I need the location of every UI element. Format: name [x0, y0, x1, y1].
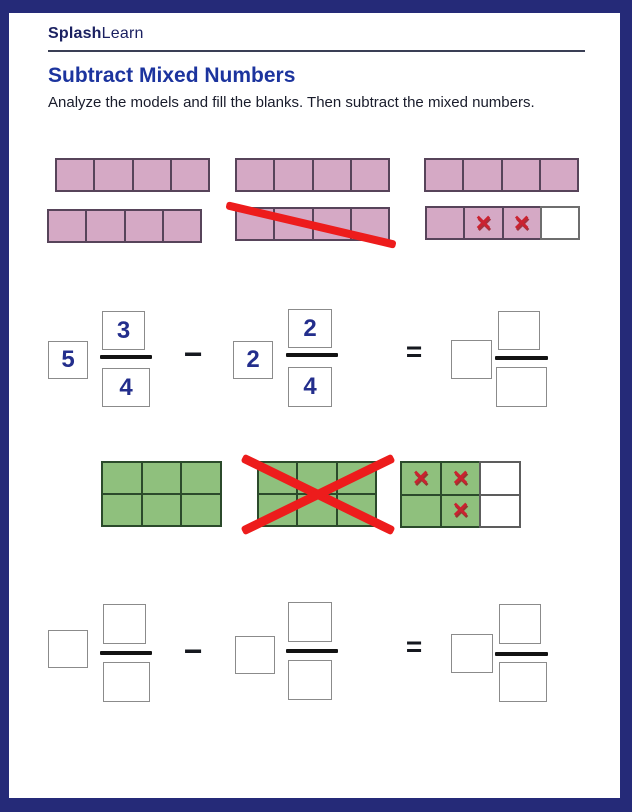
- model-cell-filled: [132, 158, 172, 192]
- answer-denominator-box[interactable]: [499, 662, 547, 702]
- model-cell-crossed: [440, 494, 482, 529]
- answer-numerator-box[interactable]: [498, 311, 540, 350]
- answer-whole-box[interactable]: [235, 636, 275, 674]
- cross-icon: ✕: [451, 466, 470, 490]
- model-cell-filled: [47, 209, 87, 243]
- model-cell-filled: [425, 206, 465, 240]
- fraction-line: [100, 355, 152, 359]
- model-cell-empty: [479, 494, 521, 529]
- fraction-line: [286, 353, 338, 357]
- model-cell-filled: [273, 158, 313, 192]
- model-cell-filled: [501, 158, 541, 192]
- model-cell-filled: [350, 158, 390, 192]
- model-cell-empty: [540, 206, 580, 240]
- fraction-strip-model: [424, 158, 579, 192]
- splashlearn-logo: [48, 25, 144, 43]
- model-cell-filled: [101, 493, 143, 527]
- cross-icon: ✕: [451, 499, 470, 523]
- logo-text-bold: Splash: [48, 25, 102, 42]
- answer-whole-box[interactable]: [451, 634, 493, 673]
- model-cell-crossed: [502, 206, 542, 240]
- equals-sign: =: [405, 631, 423, 662]
- answer-denominator-box[interactable]: [496, 367, 547, 407]
- model-cell-filled: [400, 494, 442, 529]
- model-cell-filled: [539, 158, 579, 192]
- page-title: Subtract Mixed Numbers: [48, 64, 296, 87]
- model-cell-filled: [141, 461, 183, 495]
- answer-numerator-box[interactable]: [288, 602, 332, 642]
- whole-number-box: 5: [48, 341, 88, 379]
- logo-text-light: Learn: [101, 25, 144, 42]
- answer-numerator-box[interactable]: [499, 604, 541, 644]
- header-divider: [48, 50, 585, 52]
- model-cell-empty: [479, 461, 521, 496]
- answer-whole-box[interactable]: [451, 340, 492, 379]
- model-cell-filled: [162, 209, 202, 243]
- answer-denominator-box[interactable]: [288, 660, 332, 700]
- minus-sign: −: [183, 633, 203, 669]
- area-model: [400, 461, 521, 528]
- model-cell-filled: [141, 493, 183, 527]
- denominator-box: 4: [288, 367, 332, 407]
- answer-whole-box[interactable]: [48, 630, 88, 668]
- area-model: [101, 461, 222, 527]
- model-cell-filled: [85, 209, 125, 243]
- model-cell-filled: [235, 158, 275, 192]
- model-cell-filled: [55, 158, 95, 192]
- model-cell-crossed: [440, 461, 482, 496]
- model-cell-filled: [462, 158, 502, 192]
- instruction-text: Analyze the models and fill the blanks. Then subtract the mixed numbers.: [48, 94, 535, 111]
- model-cell-filled: [180, 461, 222, 495]
- model-cell-filled: [180, 493, 222, 527]
- cross-icon: ✕: [512, 211, 531, 235]
- fraction-line: [100, 651, 152, 655]
- fraction-line: [495, 356, 548, 360]
- model-cell-filled: [424, 158, 464, 192]
- fraction-line: [286, 649, 338, 653]
- fraction-line: [495, 652, 548, 656]
- minus-sign: −: [183, 336, 203, 372]
- model-cell-filled: [170, 158, 210, 192]
- answer-numerator-box[interactable]: [103, 604, 146, 644]
- denominator-box: 4: [102, 368, 150, 407]
- equals-sign: =: [405, 336, 423, 367]
- numerator-box: 2: [288, 309, 332, 348]
- fraction-strip-model: [47, 209, 202, 243]
- fraction-strip-model: [425, 206, 580, 240]
- numerator-box: 3: [102, 311, 145, 350]
- model-cell-filled: [93, 158, 133, 192]
- model-cell-crossed: [400, 461, 442, 496]
- fraction-strip-model: [235, 158, 390, 192]
- cross-icon: ✕: [474, 211, 493, 235]
- model-cell-filled: [101, 461, 143, 495]
- model-cell-filled: [124, 209, 164, 243]
- model-cell-crossed: [463, 206, 503, 240]
- whole-number-box: 2: [233, 341, 273, 379]
- answer-denominator-box[interactable]: [103, 662, 150, 702]
- cross-icon: ✕: [412, 466, 430, 490]
- fraction-strip-model: [55, 158, 210, 192]
- model-cell-filled: [312, 158, 352, 192]
